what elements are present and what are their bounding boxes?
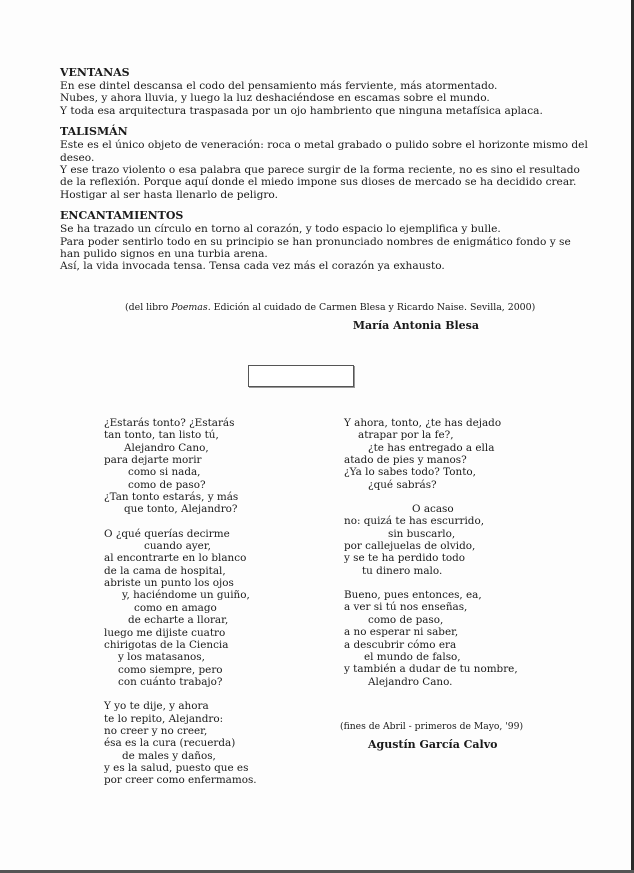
verse-line: ¿Tan tonto estarás, y más — [104, 491, 239, 504]
section-body — [60, 80, 543, 117]
verse-line: a no esperar ni saber, — [344, 626, 459, 639]
verse-line: no creer y no creer, — [104, 724, 208, 737]
verse-line: a descubrir cómo era — [344, 638, 457, 651]
text-line: Así, la vida invocada tensa. Tensa cada vez más el corazón ya exhausto. — [60, 260, 445, 273]
section-ventanas — [60, 66, 543, 125]
text-line: Hostigar al ser hasta llenarlo de peligro. — [60, 188, 278, 201]
section-title: ENCANTAMIENTOS — [60, 209, 184, 223]
verse-line: tu dinero malo. — [362, 564, 443, 577]
verse-line: de males y daños, — [122, 749, 216, 762]
text-line: En ese dintel descansa el codo del pensamiento más ferviente, más atormentado. — [60, 80, 498, 92]
verse-line: de echarte a llorar, — [128, 614, 229, 627]
verse-line: como siempre, pero — [118, 663, 223, 676]
text-line: Y toda esa arquitectura traspasada por un ojo hambriento que ninguna metafísica aplaca. — [60, 104, 543, 117]
verse-line: te lo repito, Alejandro: — [104, 712, 224, 725]
verse-line: Alejandro Cano, — [124, 441, 209, 454]
text-line: de la reflexión. Porque aquí donde el miedo impone sus dioses de mercado se ha decidido crear. — [60, 176, 577, 189]
verse-line: y es la salud, puesto que es — [104, 761, 249, 774]
verse-line: ¿qué sabrás? — [368, 478, 437, 491]
stanza-break — [344, 577, 518, 589]
verse-line: Y yo te dije, y ahora — [104, 700, 209, 713]
verse-line: ¿te has entregado a ella — [368, 441, 495, 454]
text-line: Este es el único objeto de veneración: roca o metal grabado o pulido sobre el horizonte mismo del — [60, 139, 588, 152]
verse-line: no: quizá te has escurrido, — [344, 515, 484, 528]
verse-line: con cuánto trabajo? — [118, 675, 223, 688]
verse-line: ¿Estarás tonto? ¿Estarás — [104, 417, 235, 429]
verse-line: al encontrarte en lo blanco — [104, 552, 247, 565]
verse-line: O acaso — [412, 503, 454, 516]
verse-line: y también a dudar de tu nombre, — [344, 663, 518, 676]
section-encantamientos — [60, 209, 571, 273]
text-line: deseo. — [60, 151, 95, 164]
text-line: Se ha trazado un círculo en torno al corazón, y todo espacio lo ejemplifica y bulle. — [60, 223, 501, 236]
verse-line: como de paso? — [128, 478, 206, 491]
verse-line: sin buscarlo, — [388, 527, 456, 540]
section-title: TALISMÁN — [60, 125, 128, 139]
author-name: María Antonia Blesa — [352, 319, 479, 332]
verse-line: cuando ayer, — [144, 540, 211, 553]
verse-line: luego me dijiste cuatro — [104, 626, 226, 639]
verse-line: como en amago — [134, 601, 217, 614]
verse-line: por creer como enfermamos. — [104, 774, 257, 787]
verse-line: atrapar por la fe?, — [358, 429, 454, 442]
poem-left-column — [104, 417, 257, 787]
poem-author: Agustín García Calvo — [368, 738, 498, 751]
prose-sections — [60, 66, 588, 273]
verse-line: ¿Ya lo sabes todo? Tonto, — [344, 466, 476, 479]
stanza-break — [104, 516, 257, 528]
verse-line: y se te ha perdido todo — [344, 552, 466, 565]
verse-line: el mundo de falso, — [364, 650, 461, 663]
section-body — [60, 223, 571, 273]
stanza-break — [104, 688, 257, 700]
verse-line: abriste un punto los ojos — [104, 577, 234, 590]
verse-line: de la cama de hospital, — [104, 564, 226, 577]
verse-line: como de paso, — [368, 613, 444, 626]
verse-line: a ver si tú nos enseñas, — [344, 601, 468, 614]
section-talismán — [60, 125, 588, 209]
poem-dates: (fines de Abril - primeros de Mayo, '99) — [340, 721, 524, 732]
text-line: Y ese trazo violento o esa palabra que parece surgir de la forma reciente, no es sino el resultado — [60, 164, 580, 177]
verse-line: para dejarte morir — [104, 454, 202, 467]
verse-line: que tonto, Alejandro? — [124, 503, 238, 516]
verse-line: Bueno, pues entonces, ea, — [344, 589, 482, 602]
verse-line: atado de pies y manos? — [344, 454, 467, 467]
text-line: Nubes, y ahora lluvia, y luego la luz deshaciéndose en escamas sobre el mundo. — [60, 92, 490, 105]
empty-frame — [248, 365, 354, 387]
verse-line: y los matasanos, — [118, 651, 205, 664]
verse-line: Alejandro Cano. — [368, 675, 453, 688]
verse-line: tan tonto, tan listo tú, — [104, 429, 219, 442]
verse-line: chirigotas de la Ciencia — [104, 638, 229, 651]
verse-line: O ¿qué querías decirme — [104, 527, 230, 540]
verse-line: ésa es la cura (recuerda) — [104, 737, 236, 750]
text-line: han pulido signos en una turbia arena. — [60, 248, 268, 261]
verse-line: Y ahora, tonto, ¿te has dejado — [344, 417, 502, 429]
poem-right-column — [344, 417, 518, 688]
verse-line: como si nada, — [128, 466, 201, 479]
book-title: Poemas — [171, 302, 208, 313]
book-citation: (del libro Poemas. Edición al cuidado de Carmen Blesa y Ricardo Naise. Sevilla, 2000) — [125, 302, 536, 313]
stanza-break — [344, 491, 518, 503]
verse-line: y, haciéndome un guiño, — [122, 589, 250, 602]
section-title: VENTANAS — [60, 66, 130, 79]
verse-line: por callejuelas de olvido, — [344, 540, 476, 553]
section-body — [60, 139, 588, 201]
text-line: Para poder sentirlo todo en su principio se han pronunciado nombres de enigmático fondo y se — [60, 235, 571, 248]
